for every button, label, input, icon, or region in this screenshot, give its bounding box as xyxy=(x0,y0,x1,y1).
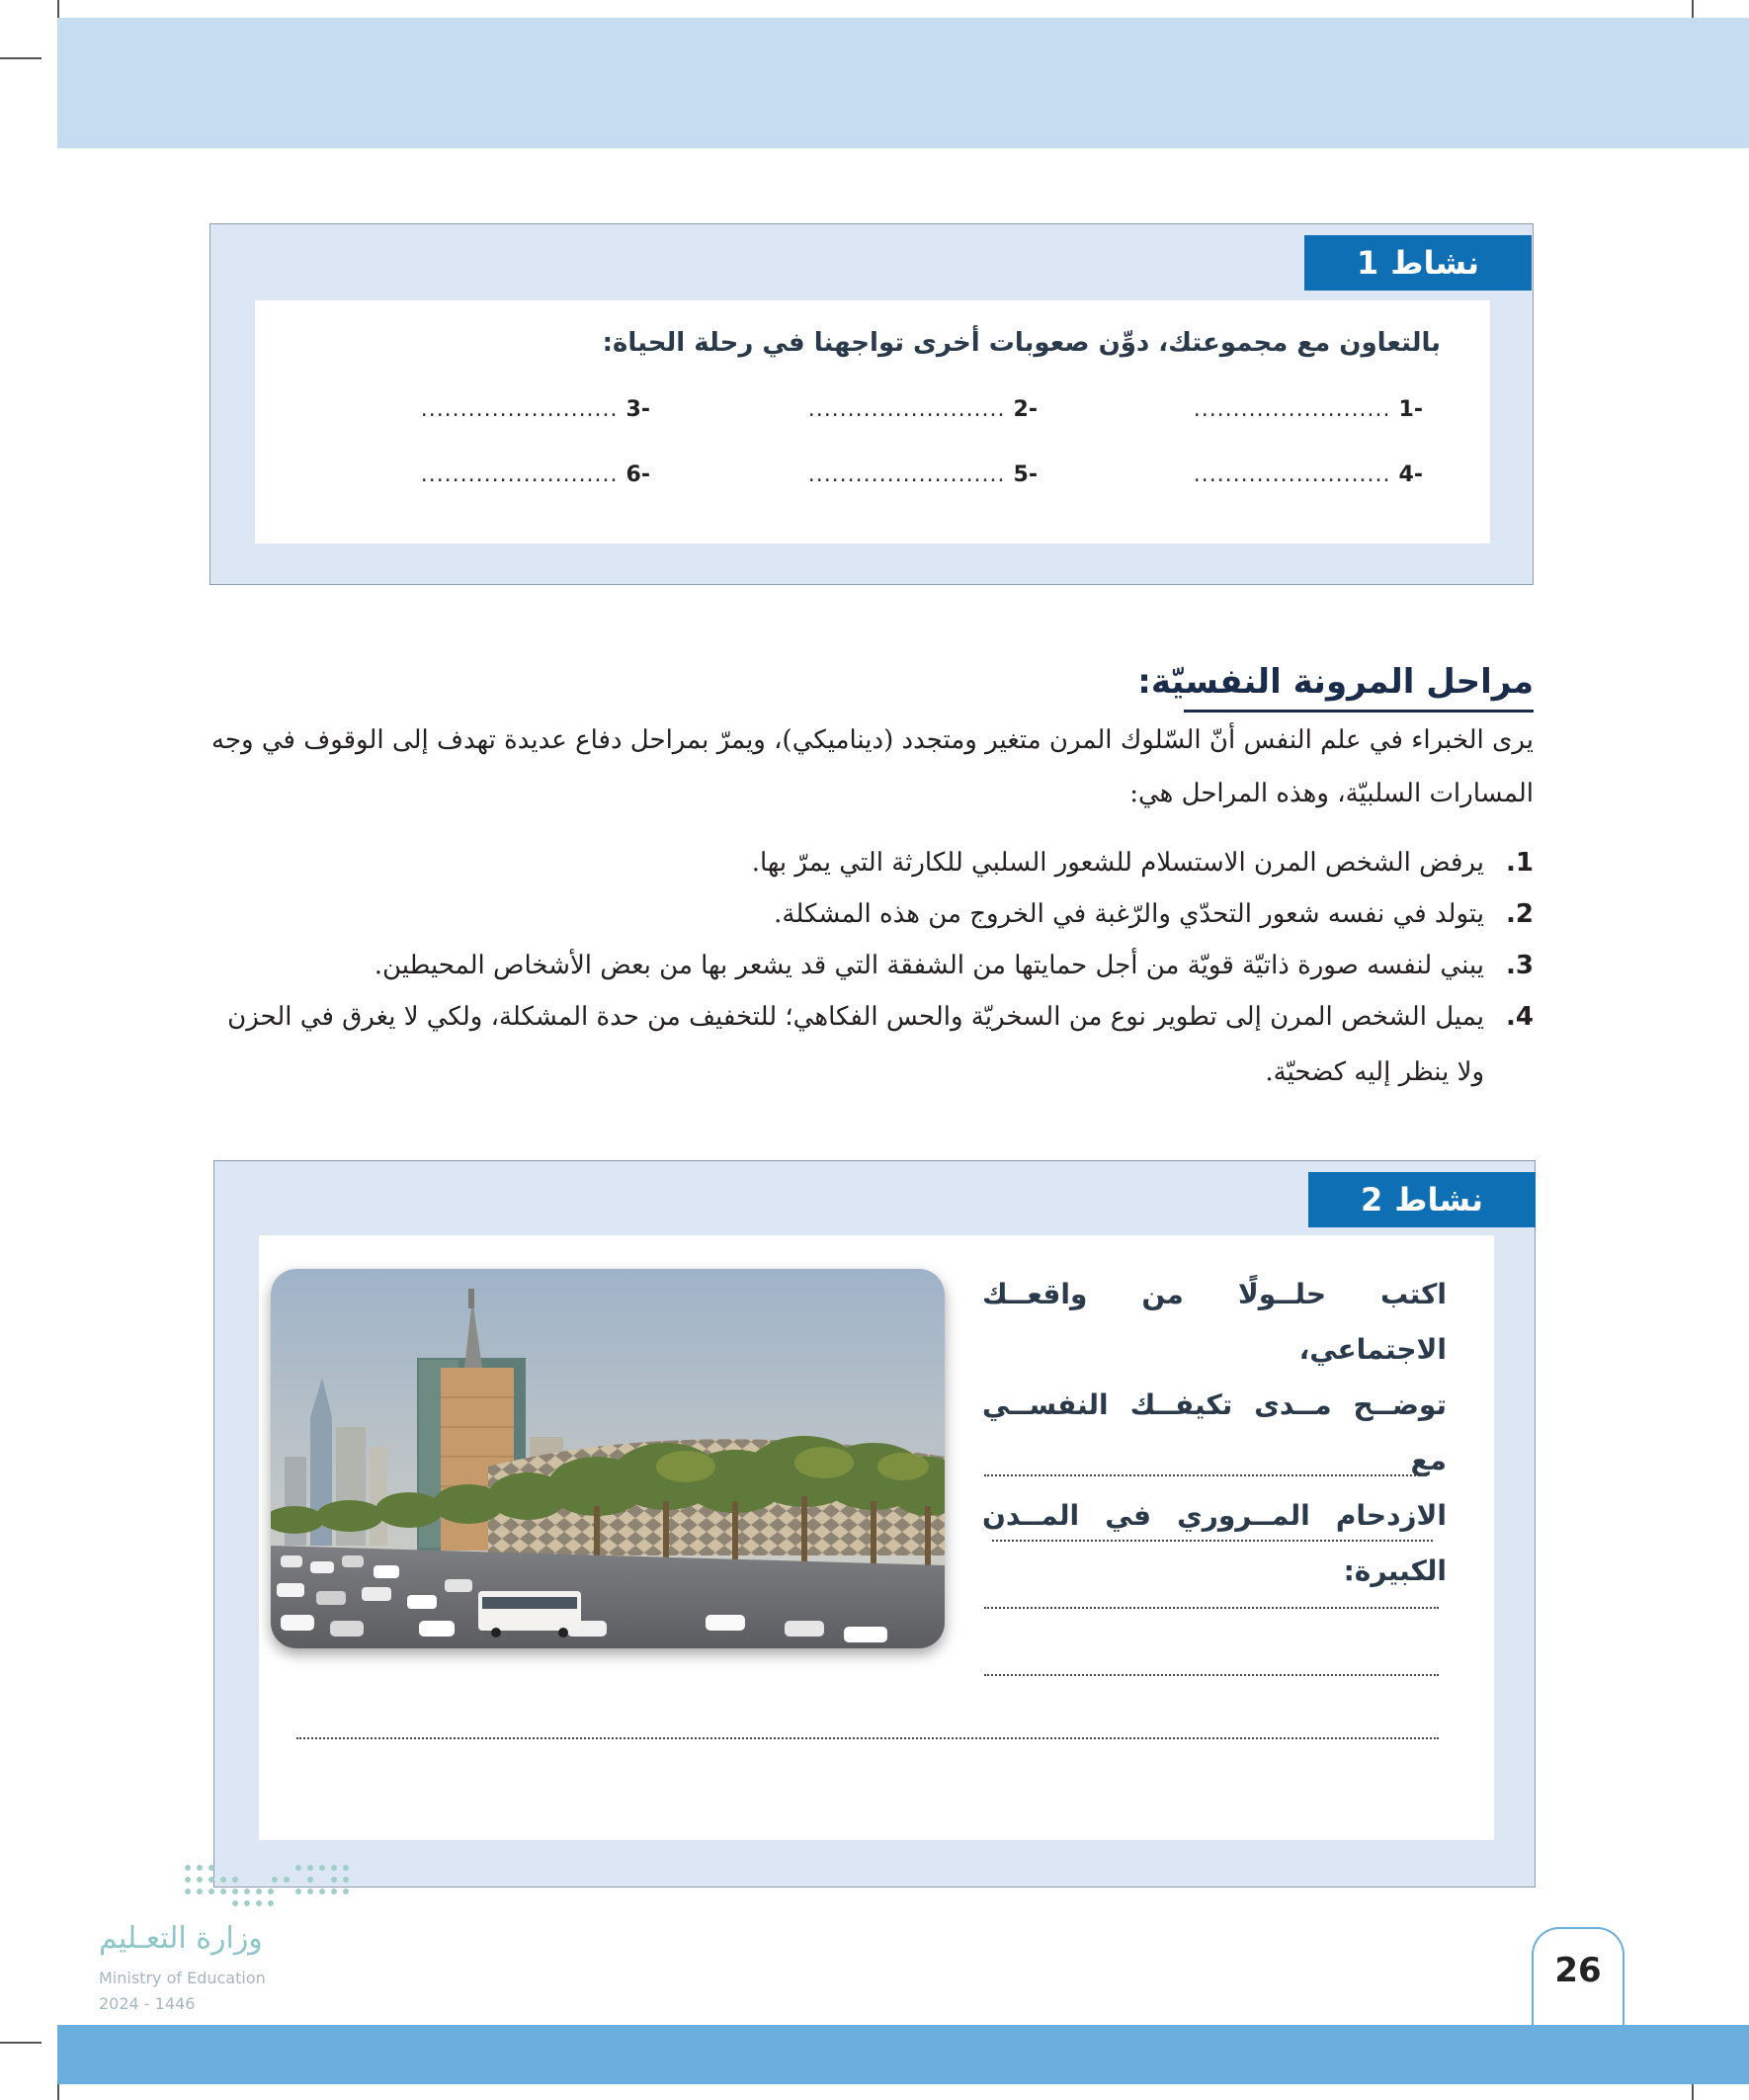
answer-blank-1[interactable] xyxy=(1194,397,1423,422)
activity-1-prompt: بالتعاون مع مجموعتك، دوِّن صعوبات أخرى تواجهنا في رحلة الحياة: xyxy=(602,328,1441,358)
page-number: 26 xyxy=(1554,1951,1602,1990)
blank-number: -2 xyxy=(1013,397,1038,422)
answer-blank-6[interactable] xyxy=(421,462,650,487)
blank-dots: ......................... xyxy=(420,397,619,422)
crop-mark xyxy=(0,2042,42,2044)
page-number-tab xyxy=(1532,1927,1624,2038)
blank-dots: ......................... xyxy=(807,397,1006,422)
ministry-name-arabic: وزارة التعـليم xyxy=(99,1921,263,1956)
answer-blank-5[interactable] xyxy=(808,462,1038,487)
answer-line[interactable] xyxy=(992,1540,1433,1542)
blank-dots: ......................... xyxy=(807,462,1006,487)
blank-number: -6 xyxy=(625,462,650,487)
ministry-year: 2024 - 1446 xyxy=(99,1994,196,2013)
list-item xyxy=(774,899,1534,929)
answer-line[interactable] xyxy=(296,1737,1439,1739)
list-number: 4. xyxy=(1506,1002,1534,1032)
answer-line[interactable] xyxy=(984,1674,1439,1676)
answer-blank-3[interactable] xyxy=(421,397,650,422)
section-title: مراحل المرونة النفسيّة: xyxy=(1137,662,1534,702)
city-traffic-photo xyxy=(271,1269,945,1648)
blank-number: -4 xyxy=(1398,462,1423,487)
activity-tag-number: 1 xyxy=(1356,244,1379,282)
crop-mark xyxy=(0,57,42,59)
prompt-line: توضــح مــدى تكيفــك النفســي مع xyxy=(982,1388,1447,1476)
list-item xyxy=(227,1002,1534,1032)
list-number: 3. xyxy=(1506,951,1534,980)
list-item xyxy=(752,848,1534,878)
list-number: 1. xyxy=(1506,848,1534,878)
answer-line[interactable] xyxy=(984,1607,1439,1609)
list-item-continuation xyxy=(1265,1057,1484,1087)
ministry-name-english: Ministry of Education xyxy=(99,1969,266,1987)
blank-dots: ......................... xyxy=(1193,462,1391,487)
section-title-underline xyxy=(1184,710,1534,713)
list-number: 2. xyxy=(1506,899,1534,929)
activity-tag-word: نشاط xyxy=(1394,1181,1484,1218)
list-item xyxy=(375,951,1534,980)
prompt-line: اكتب حلــولًا من واقعــك الاجتماعي، xyxy=(982,1278,1447,1366)
activity-2-prompt xyxy=(982,1267,1447,1599)
list-text: يرفض الشخص المرن الاستسلام للشعور السلبي للكارثة التي يمرّ بها. xyxy=(751,848,1484,878)
answer-blank-4[interactable] xyxy=(1194,462,1423,487)
activity-tag-number: 2 xyxy=(1360,1181,1383,1218)
activity-2-tag xyxy=(1308,1172,1536,1227)
answer-line[interactable] xyxy=(984,1474,1427,1476)
blank-number: -5 xyxy=(1013,462,1038,487)
header-band xyxy=(57,18,1749,148)
blank-number: -1 xyxy=(1398,397,1423,422)
answer-blank-2[interactable] xyxy=(808,397,1038,422)
activity-tag-word: نشاط xyxy=(1390,244,1480,282)
list-text: ولا ينظر إليه كضحيّة. xyxy=(1265,1057,1484,1087)
ministry-logo-icon xyxy=(180,1860,354,1913)
section-intro: يرى الخبراء في علم النفس أنّ السّلوك المرن متغير ومتجدد (ديناميكي)، ويمرّ بمراحل دفاع عديدة تهدف إلى الوقوف في وجه المسارات السلبيّة، وهذه المراحل هي: xyxy=(211,725,1534,808)
activity-1-tag xyxy=(1304,235,1532,291)
blank-dots: ......................... xyxy=(420,462,619,487)
list-text: يميل الشخص المرن إلى تطوير نوع من السخريّة والحس الفكاهي؛ للتخفيف من حدة المشكلة، ولكي لا يغرق في الحزن xyxy=(227,1002,1484,1032)
list-text: يبني لنفسه صورة ذاتيّة قويّة من أجل حمايتها من الشفقة التي قد يشعر بها من بعض الأشخاص المحيطين. xyxy=(374,951,1484,980)
prompt-line: الازدحام المــروري في المــدن الكبيرة: xyxy=(982,1499,1447,1587)
blank-number: -3 xyxy=(625,397,650,422)
blank-dots: ......................... xyxy=(1193,397,1391,422)
list-text: يتولد في نفسه شعور التحدّي والرّغبة في الخروج من هذه المشكلة. xyxy=(774,899,1484,929)
footer-band xyxy=(57,2025,1749,2084)
